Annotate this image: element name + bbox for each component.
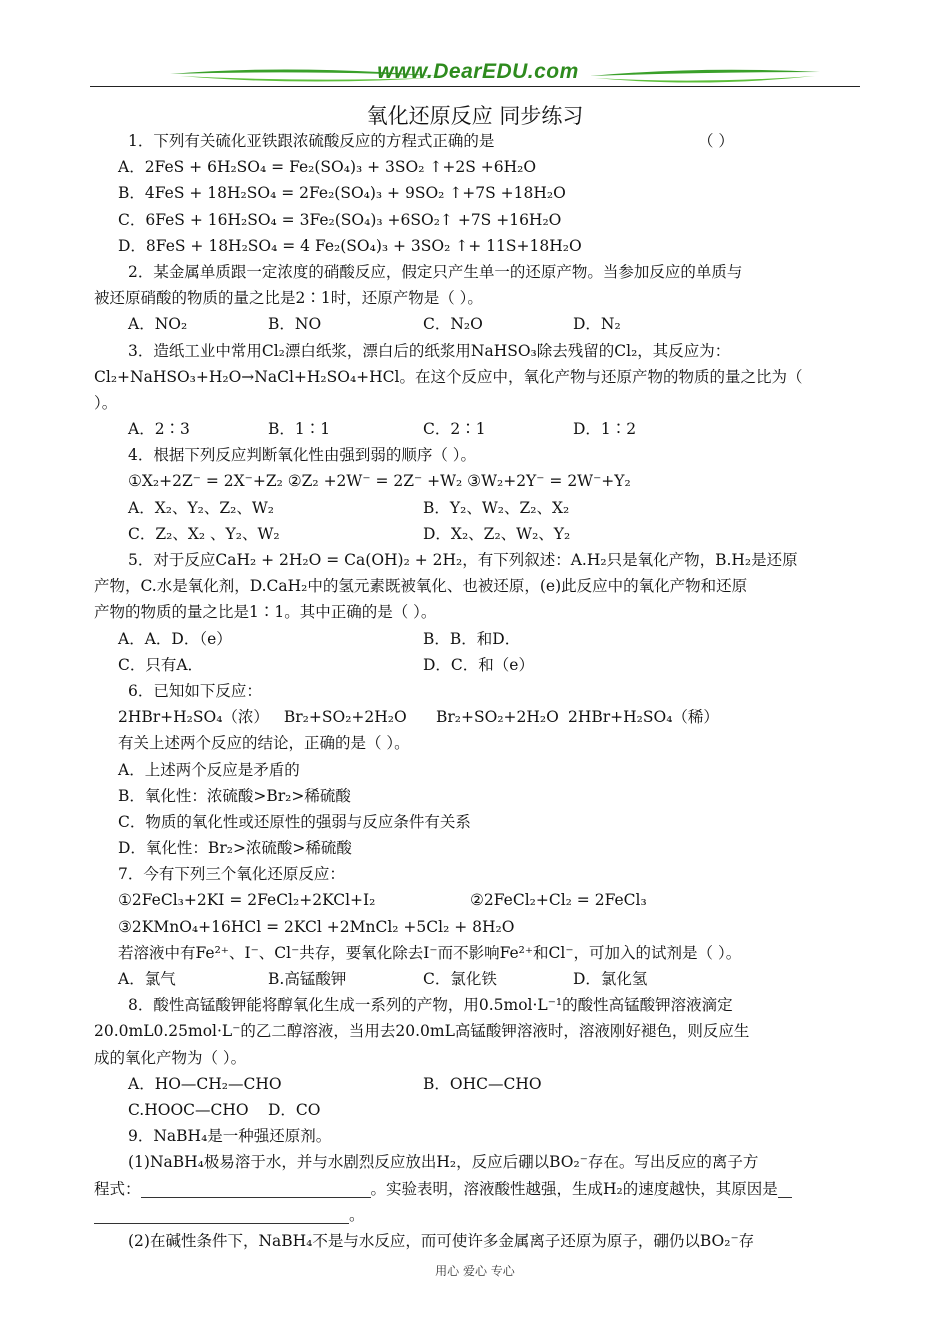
q6-reactions xyxy=(118,704,863,730)
q5-options-row-2 xyxy=(118,652,863,678)
q9-part1-label: 程式： xyxy=(94,1179,141,1198)
q7-reaction-1: ①2FeCl₃+2KI = 2FeCl₂+2KCl+I₂ xyxy=(118,891,376,910)
site-logo-text: www.DearEDU.com xyxy=(377,60,579,83)
answer-blank-1[interactable] xyxy=(141,1181,371,1198)
q6-reaction-1: 2HBr+H₂SO₄（浓） xyxy=(118,708,269,727)
q5-option-c: C．只有A． xyxy=(118,655,204,674)
q5-line-1: 5．对于反应CaH₂ + 2H₂O = Ca(OH)₂ + 2H₂，有下列叙述：A.H₂只是氧化产物，B.H₂是还原 xyxy=(128,551,798,569)
q7-reaction-3: ③2KMnO₄+16HCl = 2KCl +2MnCl₂ +5Cl₂ + 8H₂O xyxy=(118,917,515,936)
q3-line-3: ）。 xyxy=(94,393,118,412)
q1-option-b: B．4FeS + 18H₂SO₄ = 2Fe₂(SO₄)₃ + 9SO₂ ↑+7S +18H₂O xyxy=(118,184,566,203)
q1-stem: 1．下列有关硫化亚铁跟浓硫酸反应的方程式正确的是 xyxy=(128,132,495,150)
q6-option-c: C．物质的氧化性或还原性的强弱与反应条件有关系 xyxy=(118,812,471,831)
q8-option-c: C.HOOC—CHO xyxy=(128,1100,249,1119)
q9-part2-line-1: (2)在碱性条件下，NaBH₄不是与水反应，而可使许多金属离子还原为原子，硼仍以BO₂⁻存 xyxy=(128,1231,755,1250)
q4-options-row-2 xyxy=(118,521,863,547)
q2-option-c: C．N₂O xyxy=(423,315,483,334)
q8-option-a: A．HO—CH₂—CHO xyxy=(128,1074,282,1093)
q9-part1-line-2 xyxy=(94,1176,863,1202)
q4-option-d: D．X₂、Z₂、W₂、Y₂ xyxy=(423,524,571,543)
q8-line-2: 20.0mL0.25mol·L⁻的乙二醇溶液，当用去20.0mL高锰酸钾溶液时，溶液刚好褪色，则反应生 xyxy=(94,1022,750,1041)
q6-lead: 有关上述两个反应的结论，正确的是（ ）。 xyxy=(118,734,410,753)
exercise-body xyxy=(94,128,863,1254)
q8-line-1: 8．酸性高锰酸钾能将醇氧化生成一系列的产物，用0.5mol·L⁻¹的酸性高锰酸钾溶液滴定 xyxy=(128,996,733,1015)
q2-line-2: 被还原硝酸的物质的量之比是2∶1时，还原产物是（ ）。 xyxy=(94,289,483,308)
q5-option-a: A．A．D．（e） xyxy=(118,629,232,648)
q5-option-d: D．C．和（e） xyxy=(423,655,534,674)
q3-option-a: A．2∶3 xyxy=(128,420,190,439)
page-header xyxy=(90,58,860,90)
q9-part1-end: 。 xyxy=(349,1205,365,1224)
q5-options-row-1 xyxy=(118,626,863,652)
page-title: 氧化还原反应 同步练习 xyxy=(366,104,584,128)
q5-line-2: 产物，C.水是氧化剂，D.CaH₂中的氢元素既被氧化、也被还原，(e)此反应中的氧化产物和还原 xyxy=(94,577,748,596)
q2-option-a: A．NO₂ xyxy=(128,315,188,334)
q2-options xyxy=(118,311,863,337)
answer-blank-2[interactable] xyxy=(778,1181,792,1198)
q9-part1-line-3 xyxy=(94,1202,863,1228)
q6-option-d: D．氧化性：Br₂>浓硫酸>稀硫酸 xyxy=(118,839,352,858)
q1-stem-line xyxy=(118,128,863,154)
q1-answer-paren: （ ） xyxy=(698,132,734,150)
q1-option-a: A．2FeS + 6H₂SO₄ = Fe₂(SO₄)₃ + 3SO₂ ↑+2S +6H₂O xyxy=(118,158,537,177)
q4-options-row-1 xyxy=(118,495,863,521)
q6-reaction-2-products: 2HBr+H₂SO₄（稀） xyxy=(568,708,719,727)
q4-stem: 4．根据下列反应判断氧化性由强到弱的顺序（ ）。 xyxy=(128,446,477,465)
q5-line-3: 产物的物质的量之比是1∶1。其中正确的是（ ）。 xyxy=(94,603,437,622)
q2-line-1: 2．某金属单质跟一定浓度的硝酸反应，假定只产生单一的还原产物。当参加反应的单质与 xyxy=(128,262,743,281)
q4-option-b: B．Y₂、W₂、Z₂、X₂ xyxy=(423,498,570,517)
q9-stem: 9．NaBH₄是一种强还原剂。 xyxy=(128,1127,332,1146)
q6-reaction-2: Br₂+SO₂+2H₂O xyxy=(436,708,559,727)
q3-options xyxy=(118,416,863,442)
q8-option-b: B．OHC—CHO xyxy=(423,1074,542,1093)
q7-option-d: D．氯化氢 xyxy=(573,970,648,988)
q8-option-d: D．CO xyxy=(268,1100,321,1119)
q3-option-d: D．1∶2 xyxy=(573,420,637,439)
q7-lead: 若溶液中有Fe²⁺、I⁻、Cl⁻共存，要氧化除去I⁻而不影响Fe²⁺和Cl⁻，可加入的试剂是（ ）。 xyxy=(118,943,742,962)
q3-line-2: Cl₂+NaHSO₃+H₂O→NaCl+H₂SO₄+HCl。在这个反应中，氧化产物与还原产物的物质的量之比为（ xyxy=(94,367,803,386)
q7-option-c: C．氯化铁 xyxy=(423,970,497,988)
q4-reactions: ①X₂+2Z⁻ = 2X⁻+Z₂ ②Z₂ +2W⁻ = 2Z⁻ +W₂ ③W₂+2Y⁻ = 2W⁻+Y₂ xyxy=(128,472,631,491)
q3-option-c: C．2∶1 xyxy=(423,420,486,439)
q6-stem: 6．已知如下反应： xyxy=(128,681,262,700)
q8-options-row-1 xyxy=(118,1071,863,1097)
q8-line-3: 成的氧化产物为（ ）。 xyxy=(94,1048,247,1067)
q7-option-a: A．氯气 xyxy=(118,970,176,988)
q9-part1-line-1: (1)NaBH₄极易溶于水，并与水剧烈反应放出H₂，反应后硼以BO₂⁻存在。写出反应的离子方 xyxy=(128,1153,759,1172)
q5-option-b: B．B．和D． xyxy=(423,629,521,648)
q6-option-b: B．氧化性：浓硫酸>Br₂>稀硫酸 xyxy=(118,786,351,805)
right-swoosh-logo xyxy=(590,62,820,88)
q8-options-row-2 xyxy=(118,1097,863,1123)
q7-reaction-2: ②2FeCl₂+Cl₂ = 2FeCl₃ xyxy=(470,891,647,910)
answer-blank-3[interactable] xyxy=(94,1207,349,1224)
q9-part1-text: 。实验表明，溶液酸性越强，生成H₂的速度越快，其原因是 xyxy=(370,1179,778,1198)
q7-option-b: B.高锰酸钾 xyxy=(268,970,347,988)
page-footer: 用心 爱心 专心 xyxy=(435,1264,515,1278)
q2-option-b: B．NO xyxy=(268,315,322,334)
q7-reactions-row-1 xyxy=(118,887,863,913)
header-rule xyxy=(90,86,860,87)
q7-options xyxy=(118,966,863,992)
q2-option-d: D．N₂ xyxy=(573,315,621,334)
q7-stem: 7．今有下列三个氧化还原反应： xyxy=(118,865,345,884)
q4-option-c: C．Z₂、X₂ 、Y₂、W₂ xyxy=(128,524,280,543)
q4-option-a: A．X₂、Y₂、Z₂、W₂ xyxy=(128,498,275,517)
q3-line-1: 3．造纸工业中常用Cl₂漂白纸浆，漂白后的纸浆用NaHSO₃除去残留的Cl₂，其反应为： xyxy=(128,341,731,360)
q6-option-a: A．上述两个反应是矛盾的 xyxy=(118,760,300,779)
q3-option-b: B．1∶1 xyxy=(268,420,331,439)
q6-reaction-1-products: Br₂+SO₂+2H₂O xyxy=(283,708,407,727)
q1-option-d: D．8FeS + 18H₂SO₄ = 4 Fe₂(SO₄)₃ + 3SO₂ ↑+ 11S+18H₂O xyxy=(118,236,582,255)
q1-option-c: C．6FeS + 16H₂SO₄ = 3Fe₂(SO₄)₃ +6SO₂↑ +7S +16H₂O xyxy=(118,210,562,229)
